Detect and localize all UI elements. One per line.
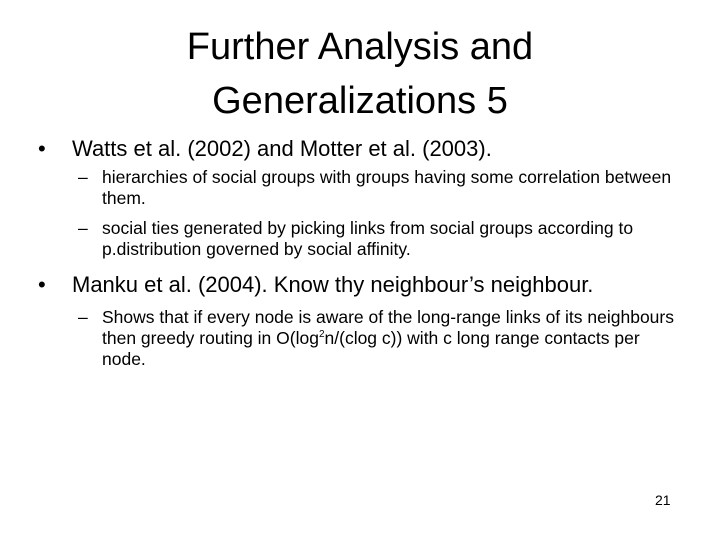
slide-title: [60, 20, 660, 128]
bullet-marker: •: [38, 272, 46, 297]
title-line-2: Generalizations 5: [212, 80, 508, 122]
sub-bullet-marker: –: [78, 218, 88, 238]
title-line-1: Further Analysis and: [186, 26, 534, 68]
bullet-text: Watts et al. (2002) and Motter et al. (2003).: [72, 136, 492, 161]
sub-bullet-marker: –: [78, 307, 88, 327]
bullet-text: Manku et al. (2004). Know thy neighbour’s neighbour.: [72, 272, 594, 297]
bullet-marker: •: [38, 136, 46, 161]
text-after-superscript: n/(clog c)) with c long range contacts per node.: [102, 328, 640, 369]
sub-bullet-marker: –: [78, 167, 88, 187]
superscript: 2: [318, 329, 325, 340]
sub-bullet-text: social ties generated by picking links from social groups according to p.distribution governed by social affinity.: [102, 218, 634, 259]
text-before-superscript: Shows that if every node is aware of the long-range links of its neighbours then greedy routing in O(log: [102, 307, 674, 348]
sub-bullet-text: [102, 307, 677, 370]
sub-bullet-text: hierarchies of social groups with groups having some correlation between them.: [102, 167, 672, 208]
page-number: 21: [655, 492, 671, 508]
